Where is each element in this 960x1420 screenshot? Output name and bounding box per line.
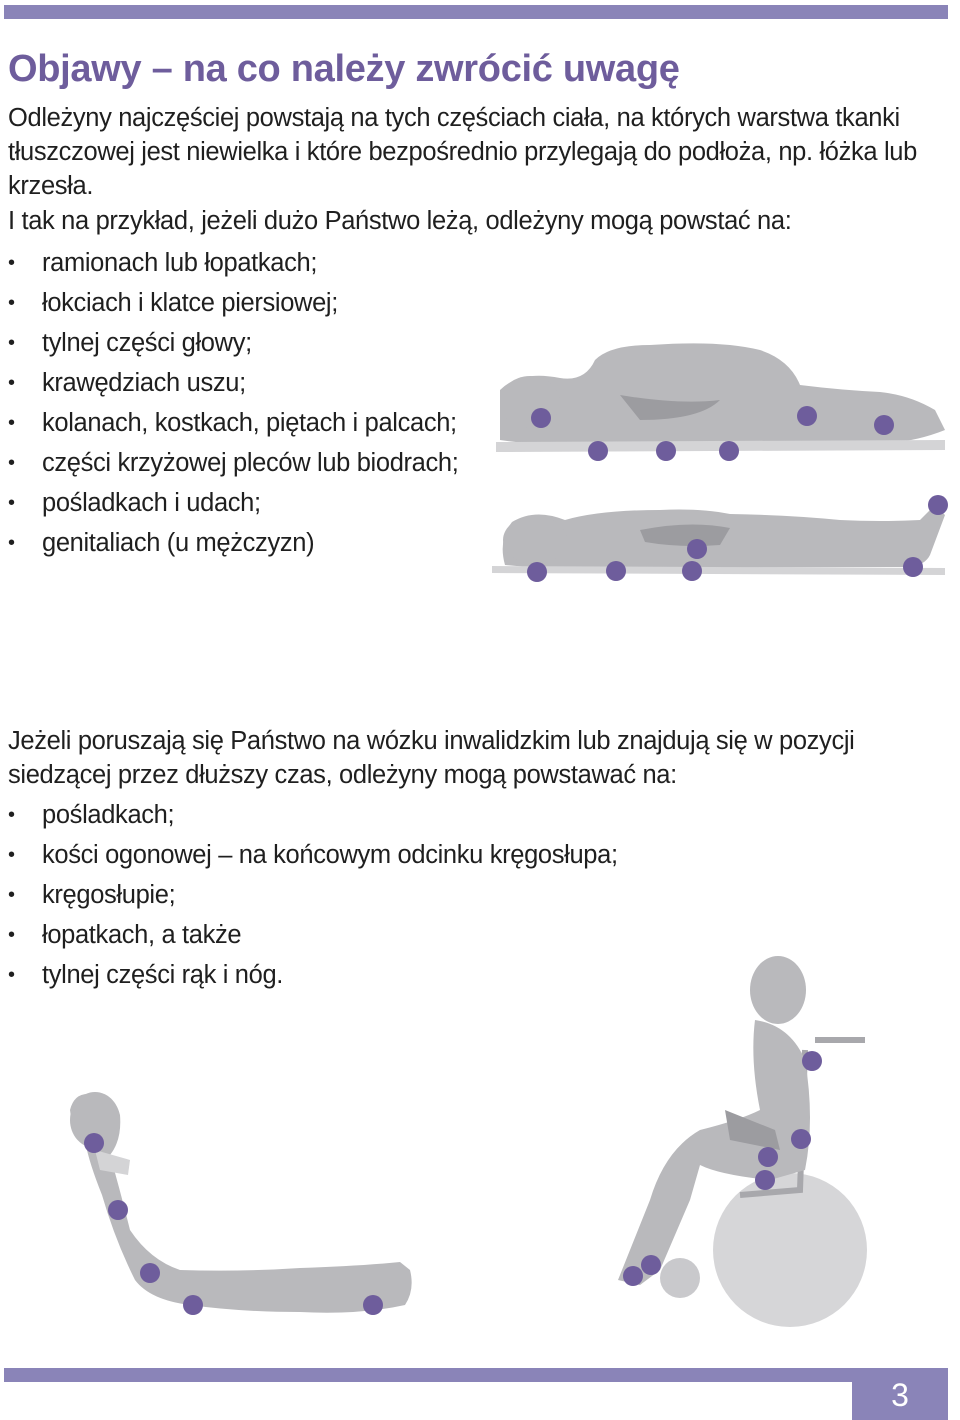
pressure-point-marker — [641, 1255, 661, 1275]
intro-paragraph: Odleżyny najczęściej powstają na tych częściach ciała, na których warstwa tkanki tłuszczowej jest niewielka i które bezpośrednio przylegają do podłoża, np. łóżka lub krzesła. — [8, 104, 917, 200]
list-item: • kolanach, kostkach, piętach i palcach; — [8, 403, 458, 443]
pressure-point-marker — [682, 561, 702, 581]
pressure-point-marker — [656, 441, 676, 461]
page-number: 3 — [852, 1370, 948, 1420]
list-item: • tylnej części rąk i nóg. — [8, 955, 618, 995]
pressure-point-marker — [606, 561, 626, 581]
list-item: • łopatkach, a także — [8, 915, 618, 955]
pressure-point-marker — [363, 1295, 383, 1315]
side-lying-figure-illustration — [496, 343, 945, 452]
lying-lead-paragraph: I tak na przykład, jeżeli dużo Państwo leżą, odleżyny mogą powstać na: — [8, 207, 792, 235]
list-item: • części krzyżowej pleców lub biodrach; — [8, 443, 458, 483]
pressure-point-marker — [588, 441, 608, 461]
list-item: • tylnej części głowy; — [8, 323, 458, 363]
list-item: • łokciach i klatce piersiowej; — [8, 283, 458, 323]
supine-figure-illustration — [492, 505, 945, 575]
pressure-point-marker — [140, 1263, 160, 1283]
pressure-point-marker — [791, 1129, 811, 1149]
pressure-point-marker — [108, 1200, 128, 1220]
pressure-point-marker — [623, 1266, 643, 1286]
pressure-point-marker — [84, 1133, 104, 1153]
bottom-decorative-bar — [4, 1368, 948, 1382]
list-item: • kości ogonowej – na końcowym odcinku kręgosłupa; — [8, 835, 618, 875]
section-heading: Objawy – na co należy zwrócić uwagę — [8, 48, 680, 90]
pressure-point-marker — [531, 408, 551, 428]
pressure-point-marker — [687, 539, 707, 559]
list-item: • kręgosłupie; — [8, 875, 618, 915]
pressure-point-marker — [802, 1051, 822, 1071]
pressure-point-marker — [719, 441, 739, 461]
pressure-point-marker — [527, 562, 547, 582]
pressure-point-marker — [755, 1170, 775, 1190]
pressure-point-marker — [903, 557, 923, 577]
list-item: • pośladkach i udach; — [8, 483, 458, 523]
list-item: • ramionach lub łopatkach; — [8, 243, 458, 283]
pressure-point-marker — [874, 415, 894, 435]
sitting-lead-paragraph: Jeżeli poruszają się Państwo na wózku inwalidzkim lub znajdują się w pozycji siedzącej przez dłuższy czas, odleżyny mogą powstawać na: — [8, 727, 855, 789]
list-item: • krawędziach uszu; — [8, 363, 458, 403]
list-item: • genitaliach (u mężczyzn) — [8, 523, 458, 563]
list-item: • pośladkach; — [8, 795, 618, 835]
pressure-point-marker — [928, 495, 948, 515]
pressure-point-marker — [183, 1295, 203, 1315]
pressure-point-marker — [797, 406, 817, 426]
pressure-point-marker — [758, 1147, 778, 1167]
